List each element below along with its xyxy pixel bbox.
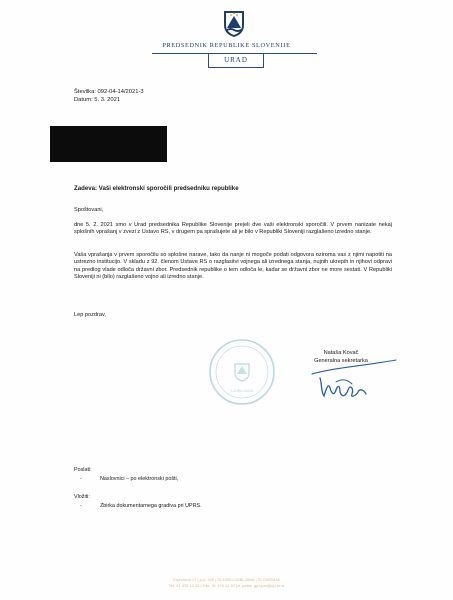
footer-address: Erjavčeva 17 | p.p. 305 | SI-1000 LJUBLJANA | SLOVENIJA [173, 577, 280, 582]
letterhead-unit: URAD [208, 53, 264, 68]
stamp-text: LJUBLJANA [230, 388, 254, 393]
poslati-bullet: - [80, 476, 82, 482]
paragraph-2: Vaša vprašanja v prvem sporočilu so splošne narave, tako da nanje ni mogoče podati odgovora oziroma vas z njimi napotiti na ustrezno institucijo. V skladu z 92. členom Ustave RS o razglasitvi vojnega ali izrednega stanja, nujnih ukrepih in njihovi odpravi na predlog vlade odloča državni zbor. Predsednik republike o tem odloča le, kadar se državni zbor ne more sestati. V Republiki Sloveniji ni (bilo) razglašeno vojno ali izredno stanje. [74, 252, 392, 281]
signer-name: Nataša Kovač [323, 350, 359, 356]
vloziti-label: Vložiti: [74, 494, 90, 500]
reference-block [74, 89, 144, 104]
poslati-item: Naslovnici – po elektronski pošti, [100, 476, 179, 482]
official-stamp [208, 338, 276, 406]
signer-title: Generalna sekretarka [314, 358, 368, 364]
reference-number: Številka: 092-04-14/2021-3 [74, 89, 144, 95]
poslati-label: Poslati: [74, 467, 92, 473]
handwritten-signature [292, 352, 402, 402]
greeting: Spoštovani, [74, 207, 104, 213]
redacted-address-block [50, 126, 167, 162]
closing: Lep pozdrav, [74, 312, 106, 318]
vloziti-bullet: - [80, 503, 82, 509]
subject-line: Zadeva: Vaši elektronski sporočili predsedniku republike [74, 185, 239, 192]
office-name: PREDSEDNIK REPUBLIKE SLOVENIJE [162, 42, 291, 49]
coat-of-arms-icon [223, 10, 245, 38]
footer-contact: Tel. 01 478 12 22 | Fax. 01 478 13 57 | e-pošta: gp.uprs@up-rs.si [168, 583, 285, 588]
paragraph-1: dne 5. 2. 2021 smo v Urad predsednika Republike Slovenije prejeli dve vaši elektronski sporočili. V prvem nanizate nekaj splošnih vprašanj v zvezi z Ustavo RS, v drugem pa sprašujete ali je bilo v Republiki Sloveniji razglašeno izredno stanje. [74, 222, 392, 236]
reference-date: Datum: 5. 3. 2021 [74, 96, 121, 103]
vloziti-item: Zbirka dokumentarnega gradiva pri UPRS. [100, 503, 202, 509]
